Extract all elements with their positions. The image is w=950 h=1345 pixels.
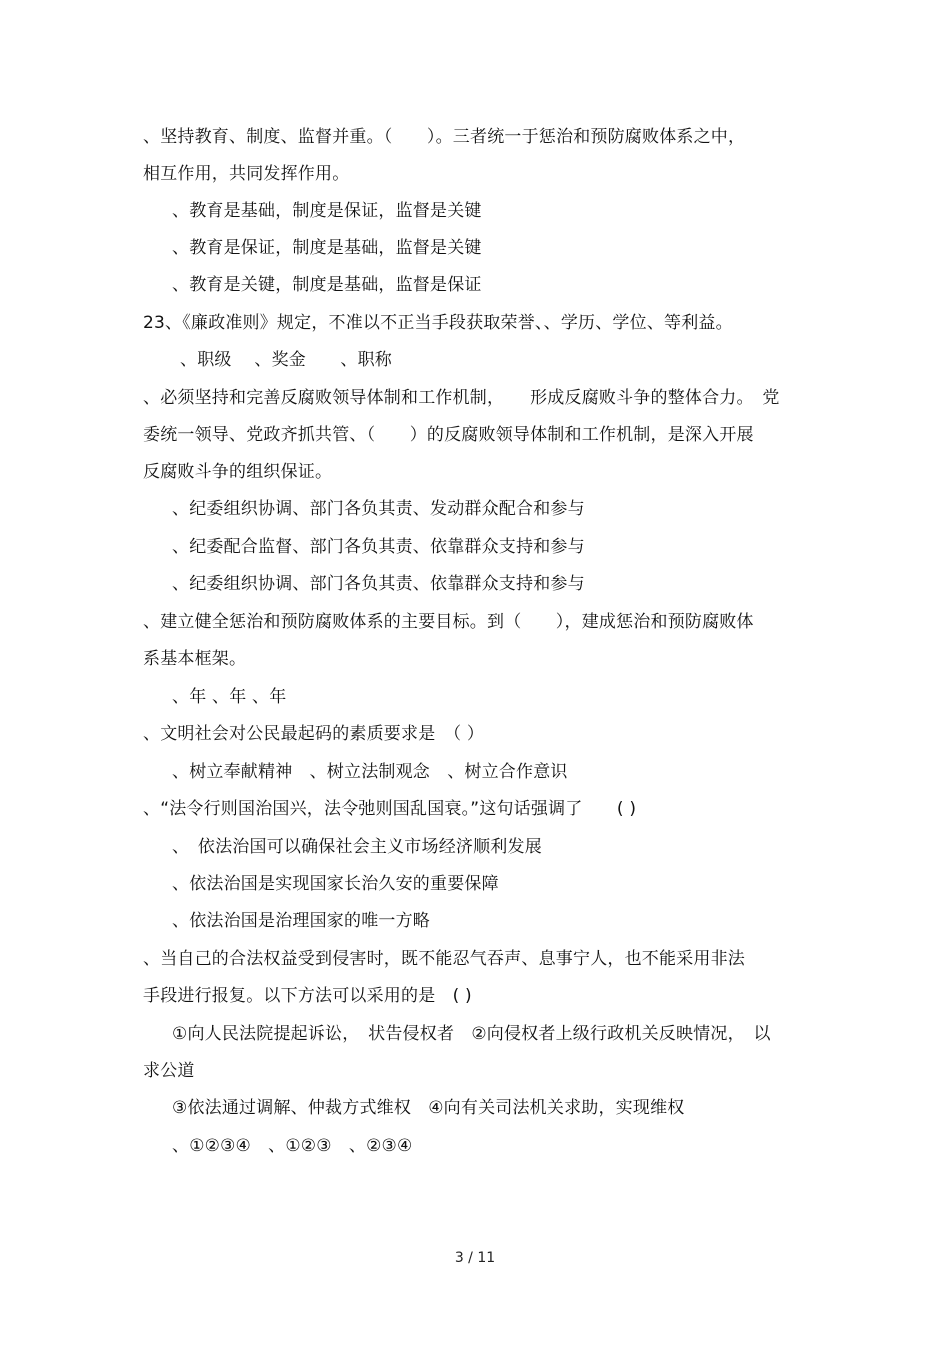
question-24-option-c: 、纪委组织协调、部门各负其责、依靠群众支持和参与 bbox=[172, 574, 585, 594]
question-27-stem: 、“法令行则国治国兴，法令弛则国乱国衰。”这句话强调了 ( ) bbox=[143, 799, 637, 819]
question-22-option-b: 、教育是保证，制度是基础，监督是关键 bbox=[172, 238, 482, 258]
question-27-option-b: 、依法治国是实现国家长治久安的重要保障 bbox=[172, 874, 499, 894]
question-24-option-b: 、纪委配合监督、部门各负其责、依靠群众支持和参与 bbox=[172, 537, 585, 557]
question-28-stem-line-2: 手段进行报复。以下方法可以采用的是 ( ) bbox=[143, 986, 472, 1006]
question-25-stem-line-2: 系基本框架。 bbox=[143, 649, 247, 669]
question-27-option-a: 、 依法治国可以确保社会主义市场经济顺利发展 bbox=[172, 837, 542, 857]
question-27-option-c: 、依法治国是治理国家的唯一方略 bbox=[172, 911, 430, 931]
question-24-stem-line-2: 委统一领导、党政齐抓共管、（ ）的反腐败领导体制和工作机制，是深入开展 bbox=[143, 425, 754, 445]
question-24-stem-line-3: 反腐败斗争的组织保证。 bbox=[143, 462, 333, 482]
question-22-option-c: 、教育是关键，制度是基础，监督是保证 bbox=[172, 275, 482, 295]
question-24-stem-line-1: 、必须坚持和完善反腐败领导体制和工作机制， 形成反腐败斗争的整体合力。 党 bbox=[143, 388, 780, 408]
question-22-option-a: 、教育是基础，制度是保证，监督是关键 bbox=[172, 201, 482, 221]
question-26-stem: 、文明社会对公民最起码的素质要求是 （ ） bbox=[143, 724, 485, 744]
question-28-method-line-1: ①向人民法院提起诉讼， 状告侵权者 ②向侵权者上级行政机关反映情况， 以 bbox=[172, 1024, 771, 1044]
question-23-options: 、职级 、奖金 、职称 bbox=[180, 350, 393, 370]
question-22-stem-line-1: 、坚持教育、制度、监督并重。（ ）。三者统一于惩治和预防腐败体系之中， bbox=[143, 127, 746, 147]
question-28-method-line-3: ③依法通过调解、仲裁方式维权 ④向有关司法机关求助，实现维权 bbox=[172, 1098, 685, 1118]
question-25-stem-line-1: 、建立健全惩治和预防腐败体系的主要目标。到（ ），建成惩治和预防腐败体 bbox=[143, 612, 754, 632]
question-28-method-line-2: 求公道 bbox=[143, 1061, 195, 1081]
page-number: 3 / 11 bbox=[454, 1250, 496, 1266]
question-26-options: 、树立奉献精神 、树立法制观念 、树立合作意识 bbox=[172, 762, 568, 782]
question-23-stem: 23、《廉政准则》规定，不准以不正当手段获取荣誉、、学历、学位、等利益。 bbox=[143, 313, 733, 333]
question-25-options: 、年 、年 、年 bbox=[172, 687, 287, 707]
question-24-option-a: 、纪委组织协调、部门各负其责、发动群众配合和参与 bbox=[172, 499, 585, 519]
question-22-stem-line-2: 相互作用，共同发挥作用。 bbox=[143, 164, 350, 184]
question-28-options: 、①②③④ 、①②③ 、②③④ bbox=[172, 1136, 413, 1156]
question-28-stem-line-1: 、当自己的合法权益受到侵害时，既不能忍气吞声、息事宁人，也不能采用非法 bbox=[143, 949, 745, 969]
